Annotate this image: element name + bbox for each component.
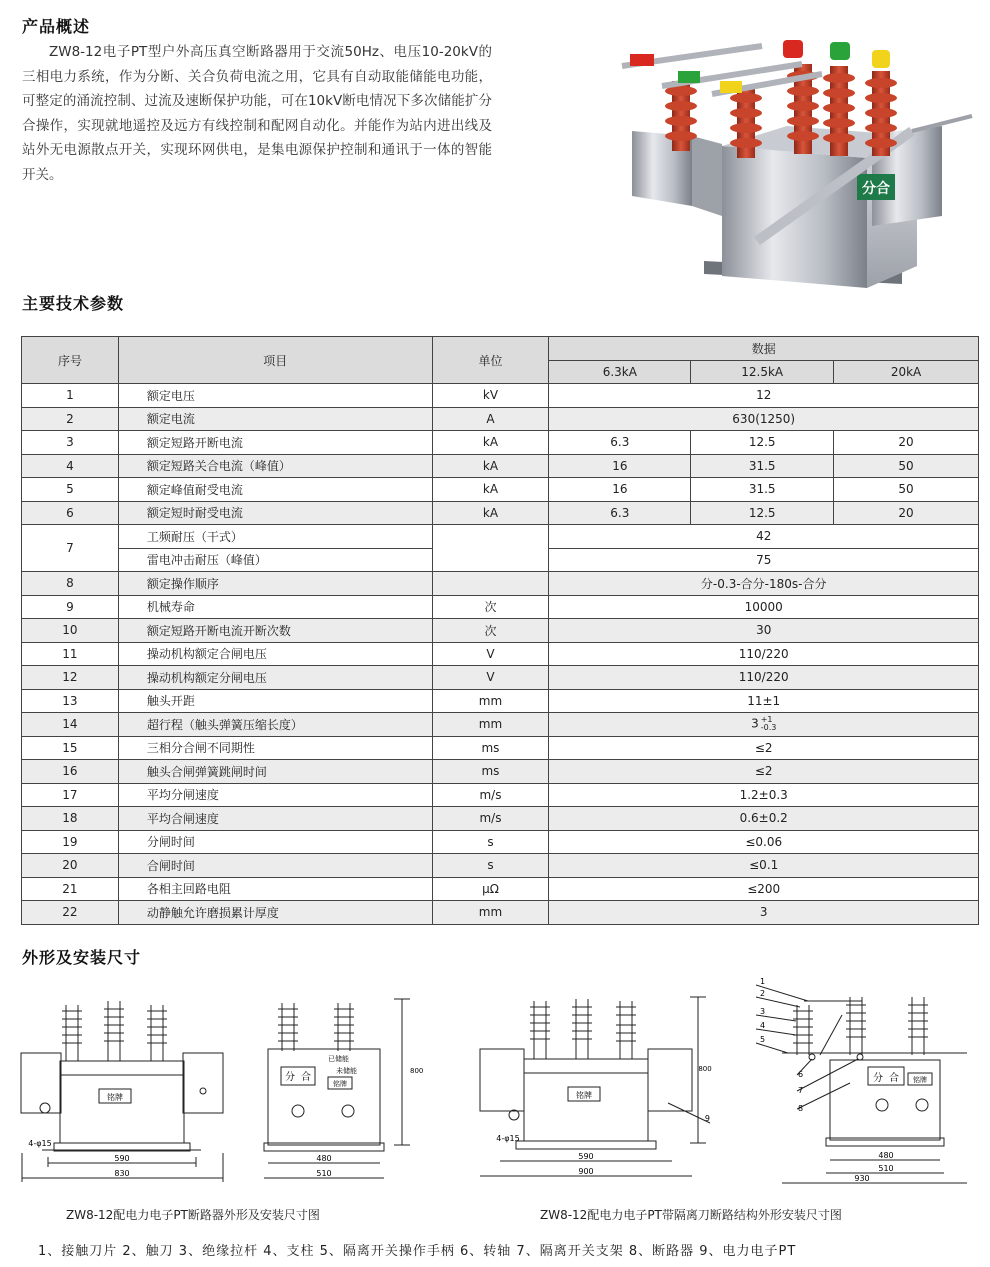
fig4-width-930: 930 bbox=[854, 1174, 870, 1183]
drawing-front-view-isolator bbox=[472, 993, 712, 1185]
table-row bbox=[22, 525, 979, 549]
table-row bbox=[22, 642, 979, 666]
table-row bbox=[22, 830, 979, 854]
header-col-12-5ka: 12.5kA bbox=[691, 360, 834, 384]
table-row bbox=[22, 807, 979, 831]
table-row bbox=[22, 431, 979, 455]
table-row bbox=[22, 407, 979, 431]
tolerance-lower: -0.3 bbox=[760, 723, 777, 733]
row-item: 机械寿命 bbox=[118, 595, 432, 619]
row-no: 17 bbox=[22, 783, 119, 807]
table-row bbox=[22, 783, 979, 807]
table-row bbox=[22, 619, 979, 643]
fig4-width-510: 510 bbox=[878, 1164, 894, 1173]
row-unit: μΩ bbox=[432, 877, 549, 901]
specs-title: 主要技术参数 bbox=[22, 294, 125, 313]
row-no: 11 bbox=[22, 642, 119, 666]
row-no: 21 bbox=[22, 877, 119, 901]
dims-title: 外形及安装尺寸 bbox=[22, 948, 142, 967]
row-value: ≤200 bbox=[549, 877, 979, 901]
fig2-nameplate: 铭牌 bbox=[333, 1080, 347, 1088]
row-unit: s bbox=[432, 854, 549, 878]
table-row bbox=[22, 454, 979, 478]
row-item: 各相主回路电阻 bbox=[118, 877, 432, 901]
table-row bbox=[22, 384, 979, 408]
fig4-width-480: 480 bbox=[878, 1151, 894, 1160]
photo-plate: 分合 bbox=[862, 181, 890, 197]
row-value-v1: 6.3 bbox=[549, 431, 691, 455]
row-unit: kA bbox=[432, 431, 549, 455]
spec-body bbox=[22, 384, 979, 925]
row-value: ≤2 bbox=[549, 760, 979, 784]
table-row bbox=[22, 501, 979, 525]
table-row bbox=[22, 854, 979, 878]
row-value: 30 bbox=[549, 619, 979, 643]
header-no: 序号 bbox=[22, 337, 119, 384]
fig1-holes: 4-φ15 bbox=[28, 1139, 52, 1148]
table-row bbox=[22, 877, 979, 901]
row-no: 12 bbox=[22, 666, 119, 690]
tolerance bbox=[761, 716, 777, 732]
row-value-v3: 50 bbox=[834, 454, 979, 478]
row-value: ≤2 bbox=[549, 736, 979, 760]
row-value-v1: 16 bbox=[549, 478, 691, 502]
fig2-plate-open: 分 bbox=[285, 1072, 295, 1083]
row-item: 操动机构额定分闸电压 bbox=[118, 666, 432, 690]
row-value: 0.6±0.2 bbox=[549, 807, 979, 831]
table-row bbox=[22, 572, 979, 596]
fig4-tag-8: 8 bbox=[798, 1104, 804, 1113]
drawing-front-view bbox=[18, 995, 228, 1185]
row-item: 动静触允许磨损累计厚度 bbox=[118, 901, 432, 925]
header-data: 数据 bbox=[549, 337, 979, 361]
row-item: 操动机构额定合闸电压 bbox=[118, 642, 432, 666]
row-unit: 次 bbox=[432, 619, 549, 643]
fig2-height: 800 bbox=[410, 1067, 424, 1075]
row-value: 1.2±0.3 bbox=[549, 783, 979, 807]
row-item: 额定短路开断电流 bbox=[118, 431, 432, 455]
overview-title: 产品概述 bbox=[22, 17, 91, 36]
fig4-tag-5: 5 bbox=[760, 1035, 766, 1044]
row-unit: kA bbox=[432, 478, 549, 502]
row-no: 19 bbox=[22, 830, 119, 854]
fig3-holes: 4-φ15 bbox=[496, 1134, 520, 1143]
fig4-tag-3: 3 bbox=[760, 1007, 766, 1016]
fig2-width-480: 480 bbox=[316, 1154, 332, 1163]
fig3-width-900: 900 bbox=[578, 1167, 594, 1176]
row-value-v2: 12.5 bbox=[691, 501, 834, 525]
table-row bbox=[22, 736, 979, 760]
row-no: 22 bbox=[22, 901, 119, 925]
fig3-tag-9: 9 bbox=[704, 1114, 710, 1123]
row-unit: s bbox=[432, 830, 549, 854]
row-item: 触头合闸弹簧跳闸时间 bbox=[118, 760, 432, 784]
caption-fig-right: ZW8-12配电力电子PT带隔离刀断路结构外形安装尺寸图 bbox=[540, 1208, 842, 1222]
row-value-v3: 20 bbox=[834, 431, 979, 455]
row-item: 额定短路开断电流开断次数 bbox=[118, 619, 432, 643]
row-item: 雷电冲击耐压（峰值） bbox=[118, 548, 432, 572]
row-value: 12 bbox=[549, 384, 979, 408]
spec-table bbox=[21, 336, 979, 925]
row-item: 额定短路关合电流（峰值） bbox=[118, 454, 432, 478]
row-no: 8 bbox=[22, 572, 119, 596]
row-item: 合闸时间 bbox=[118, 854, 432, 878]
row-no: 18 bbox=[22, 807, 119, 831]
drawing-side-view-isolator bbox=[752, 975, 977, 1185]
row-value: ≤0.06 bbox=[549, 830, 979, 854]
row-item: 触头开距 bbox=[118, 689, 432, 713]
row-no: 4 bbox=[22, 454, 119, 478]
fig3-height: 800 bbox=[698, 1065, 712, 1073]
row-value: 630(1250) bbox=[549, 407, 979, 431]
table-row bbox=[22, 713, 979, 737]
row-value-v2: 12.5 bbox=[691, 431, 834, 455]
row-value-v2: 31.5 bbox=[691, 454, 834, 478]
row-no: 20 bbox=[22, 854, 119, 878]
fig2-status-charged: 已储能 bbox=[328, 1055, 349, 1063]
fig4-nameplate: 铭牌 bbox=[913, 1076, 927, 1084]
row-no: 6 bbox=[22, 501, 119, 525]
row-unit: mm bbox=[432, 901, 549, 925]
row-value: 110/220 bbox=[549, 666, 979, 690]
caption-fig-left: ZW8-12配电力电子PT断路器外形及安装尺寸图 bbox=[66, 1208, 320, 1222]
fig1-plate: 铭牌 bbox=[107, 1093, 123, 1102]
overview-text: ZW8-12电子PT型户外高压真空断路器用于交流50Hz、电压10-20kV的三相电力系统，作为分断、关合负荷电流之用，它具有自动取能储能电功能，可整定的涌流控制、过流及速断保护功能，可在10kV断电情况下多次储能扩分合操作，实现就地遥控及远方有线控制和配网自动化。并能作为站内进出线及站外无电源散点开关，实现环网供电，是集电源保护控制和通讯于一体的智能开关。 bbox=[22, 44, 492, 183]
row-no: 1 bbox=[22, 384, 119, 408]
row-item: 三相分合闸不同期性 bbox=[118, 736, 432, 760]
value-main: 3 bbox=[751, 716, 759, 731]
row-unit: 次 bbox=[432, 595, 549, 619]
tolerance-upper: +1 bbox=[760, 715, 773, 725]
row-value: 42 bbox=[549, 525, 979, 549]
row-no: 10 bbox=[22, 619, 119, 643]
row-value bbox=[549, 713, 979, 737]
parts-legend: 1、接触刀片 2、触刀 3、绝缘拉杆 4、支柱 5、隔离开关操作手柄 6、转轴 7、隔离开关支架 8、断路器 9、电力电子PT bbox=[38, 1244, 797, 1259]
row-unit: kA bbox=[432, 454, 549, 478]
fig4-tag-2: 2 bbox=[760, 989, 766, 998]
row-value: 10000 bbox=[549, 595, 979, 619]
row-value-v1: 16 bbox=[549, 454, 691, 478]
row-no: 15 bbox=[22, 736, 119, 760]
drawing-side-view bbox=[258, 995, 424, 1185]
row-item: 分闸时间 bbox=[118, 830, 432, 854]
row-no: 9 bbox=[22, 595, 119, 619]
row-item: 额定电流 bbox=[118, 407, 432, 431]
row-no: 13 bbox=[22, 689, 119, 713]
fig2-status-uncharged: 未储能 bbox=[336, 1067, 357, 1075]
row-no: 16 bbox=[22, 760, 119, 784]
fig4-plate-open: 分 bbox=[873, 1073, 883, 1084]
table-row bbox=[22, 901, 979, 925]
row-value: 分-0.3-合分-180s-合分 bbox=[549, 572, 979, 596]
row-value: 110/220 bbox=[549, 642, 979, 666]
row-item: 额定峰值耐受电流 bbox=[118, 478, 432, 502]
row-unit: ms bbox=[432, 736, 549, 760]
fig4-tag-7: 7 bbox=[798, 1086, 804, 1095]
row-unit: kA bbox=[432, 501, 549, 525]
fig3-plate: 铭牌 bbox=[576, 1091, 592, 1100]
header-col-6-3ka: 6.3kA bbox=[549, 360, 691, 384]
row-unit: mm bbox=[432, 689, 549, 713]
row-no: 14 bbox=[22, 713, 119, 737]
breaker-photo bbox=[612, 26, 980, 296]
row-unit bbox=[432, 572, 549, 596]
table-row bbox=[22, 666, 979, 690]
fig2-width-510: 510 bbox=[316, 1169, 332, 1178]
row-value: 3 bbox=[549, 901, 979, 925]
row-item: 额定短时耐受电流 bbox=[118, 501, 432, 525]
row-no: 2 bbox=[22, 407, 119, 431]
row-value-v1: 6.3 bbox=[549, 501, 691, 525]
fig1-width-830: 830 bbox=[114, 1169, 130, 1178]
header-col-20ka: 20kA bbox=[834, 360, 979, 384]
row-item: 超行程（触头弹簧压缩长度） bbox=[118, 713, 432, 737]
row-value: 75 bbox=[549, 548, 979, 572]
row-unit: kV bbox=[432, 384, 549, 408]
row-value: 11±1 bbox=[549, 689, 979, 713]
row-unit: m/s bbox=[432, 807, 549, 831]
fig4-tag-4: 4 bbox=[760, 1021, 766, 1030]
row-value-v2: 31.5 bbox=[691, 478, 834, 502]
fig4-plate-close: 合 bbox=[889, 1073, 899, 1084]
row-value: ≤0.1 bbox=[549, 854, 979, 878]
table-row bbox=[22, 595, 979, 619]
row-unit: ms bbox=[432, 760, 549, 784]
table-row bbox=[22, 478, 979, 502]
header-unit: 单位 bbox=[432, 337, 549, 384]
fig2-plate-close: 合 bbox=[301, 1072, 311, 1083]
table-row bbox=[22, 689, 979, 713]
row-item: 额定电压 bbox=[118, 384, 432, 408]
row-no: 7 bbox=[22, 525, 119, 572]
row-item: 平均分闸速度 bbox=[118, 783, 432, 807]
row-no: 3 bbox=[22, 431, 119, 455]
row-unit: mm bbox=[432, 713, 549, 737]
row-unit: A bbox=[432, 407, 549, 431]
row-unit: V bbox=[432, 666, 549, 690]
fig4-tag-1: 1 bbox=[760, 977, 766, 986]
fig3-width-590: 590 bbox=[578, 1152, 594, 1161]
row-value-v3: 50 bbox=[834, 478, 979, 502]
row-no: 5 bbox=[22, 478, 119, 502]
header-item: 项目 bbox=[118, 337, 432, 384]
row-unit: V bbox=[432, 642, 549, 666]
fig1-width-590: 590 bbox=[114, 1154, 130, 1163]
row-value-v3: 20 bbox=[834, 501, 979, 525]
row-item: 平均合闸速度 bbox=[118, 807, 432, 831]
table-row bbox=[22, 760, 979, 784]
row-item: 额定操作顺序 bbox=[118, 572, 432, 596]
fig4-tag-6: 6 bbox=[798, 1070, 804, 1079]
row-unit bbox=[432, 525, 549, 572]
row-unit: m/s bbox=[432, 783, 549, 807]
row-item: 工频耐压（干式） bbox=[118, 525, 432, 549]
